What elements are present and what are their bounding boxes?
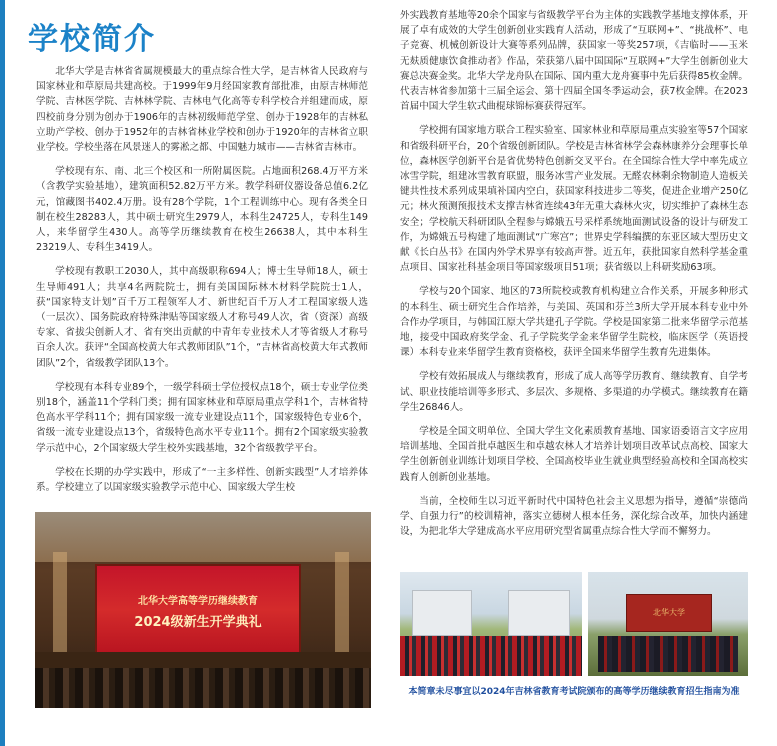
screen-title: 2024级新生开学典礼 [134, 615, 262, 630]
graduation-gate-photo [588, 572, 748, 676]
stage-screen [95, 564, 301, 656]
paragraph: 学校与20个国家、地区的73所院校或教育机构建立合作关系，开展多种形式的本科生、硕士研究生合作培养，与美国、英国和芬兰3所大学开展本科专业中外合作办学项目，与韩国江原大学共建孔子学院。学校是国家第二批来华留学示范基地，接受中国政府奖学金、孔子学院奖学金来华留学生院校，临床医学（英语授课）本科专业来华留学生教育资格校，获评全国来华留学生教育先进集体。 [400, 286, 748, 359]
wall-column [53, 552, 67, 652]
graduates-crowd [598, 636, 738, 672]
paragraph: 学校现有本科专业89个，一级学科硕士学位授权点18个，硕士专业学位类别18个，涵盖11个学科门类；拥有国家林业和草原局重点学科1个，吉林省特色高水平学科11个；拥有国家级一流专业建设点11个，国家级特色专业6个，省级一流专业建设点13个，省级特色高水平专业11个。拥有2个国家级实验教学示范中心，2个国家级大学生校外实践基地，32个省级教学平台。 [36, 381, 368, 454]
ceiling-lights [35, 512, 371, 562]
left-text-column [36, 64, 368, 495]
paragraph: 外实践教育基地等20余个国家与省级教学平台为主体的实践教学基地支撑体系，开展了卓有成效的大学生创新创业实践育人活动，形成了“互联网+”、“挑战杯”、电子竞赛、机械创新设计大赛等系列品牌，获国家一等奖257项，《吉临时——玉米无麸质健康饮食推动者》作品，荣获第八届中国国际“互联网+”大学生创新创业大赛总决赛金奖。北华大学龙舟队在国际、国内重大龙舟赛事中先后获得85枚金牌。代表吉林省参加第十三届全运会、第十四届全国冬季运动会，获7枚金牌。在2023首届中国大学生软式曲棍球锦标赛获得冠军。 [400, 10, 748, 113]
paragraph: 北华大学是吉林省省属规模最大的重点综合性大学，是吉林省人民政府与国家林业和草原局共建高校。于1999年9月经国家教育部批准，由原吉林师范学院、吉林医学院、吉林林学院、吉林电气化高等专科学校合并组建而成，原四校前身分别为创办于1906年的吉林初级师范学堂、创办于1928年的吉林私立助产学校、创办于1952年的吉林省林业学校和创办于1920年的吉林省立职业学校。学校坐落在风景迷人的雾凇之都、中国魅力城市——吉林省吉林市。 [36, 66, 368, 154]
paragraph: 学校有效拓展成人与继续教育，形成了成人高等学历教育、继续教育、自学考试、职业技能培训等多形式、多层次、多规格、多渠道的办学模式。继续教育在籍学生26846人。 [400, 371, 748, 413]
campus-building [508, 590, 570, 636]
paragraph: 学校是全国文明单位、全国大学生文化素质教育基地、国家语委语言文字应用培训基地、全国首批卓越医生和卓越农林人才培养计划项目改革试点高校、国家大学生创新创业训练计划项目学校、全国高校毕业生就业典型经验高校和全国高校实践育人创新创业基地。 [400, 426, 748, 483]
graduation-group-photo [400, 572, 582, 676]
audience [35, 668, 371, 708]
page-title: 学校简介 [28, 22, 156, 57]
campus-gate-sign: 北华大学 [626, 594, 712, 632]
campus-building [412, 590, 472, 636]
paragraph: 当前，全校师生以习近平新时代中国特色社会主义思想为指导，遵循“崇德尚学、自强力行”的校训精神，落实立德树人根本任务，深化综合改革，加快内涵建设，为把北华大学建成高水平应用研究型省属重点综合性大学而不懈努力。 [400, 495, 748, 538]
screen-subtitle: 北华大学高等学历继续教育 [138, 596, 258, 607]
paragraph: 学校现有东、南、北三个校区和一所附属医院。占地面积268.4万平方米（含教学实验基地），建筑面积52.82万平方米。教学科研仪器设备总值6.2亿元，馆藏图书402.4万册。设有28个学院，1个工程训练中心。现有各类全日制在校生28283人，其中硕士研究生2979人，本科生24725人，专科生149人，来华留学生430人。高等学历继续教育在校生26638人，其中本科生23219人、专科生3419人。 [36, 166, 368, 254]
opening-ceremony-photo [35, 512, 371, 708]
paragraph: 学校拥有国家地方联合工程实验室、国家林业和草原局重点实验室等57个国家和省级科研平台，20个省级创新团队。学校是吉林省林学会森林康养分会理事长单位，森林医学创新平台是省优势特色创新交叉平台。在全国综合性大学中率先成立冰雪学院，组建冰雪教育联盟，服务冰雪产业发展。无醛农林剩余物制造人造板关键共性技术系列成果填补国内空白，获国家科技进步二等奖，促进企业增产250亿元；林火预测预报技术支撑吉林省连续43年无重大森林火灾，切实维护了森林生态安全；学校航天科研团队全程参与嫦娥五号采样系统地面测试设备的设计与研发工作，为嫦娥五号构建了地面测试“广寒宫”；世界史学科编撰的东亚区域大型历史文献《长白丛书》在国内外学术界享有较高声誉。近五年，获批国家自然科学基金重点项目、国家社科基金项目等国家级项目51项；获省级以上科研奖励63项。 [400, 125, 748, 274]
graduates-crowd [400, 636, 582, 676]
footer-note: 本简章未尽事宜以2024年吉林省教育考试院颁布的高等学历继续教育招生指南为准 [408, 687, 740, 697]
paragraph: 学校现有教职工2030人，其中高级职称694人；博士生导师18人，硕士生导师491人；共享4名两院院士，拥有美国国际林木材料学院院士1人，获“国家特支计划”百千万工程领军人才、新世纪百千万人才工程国家级人选（一层次）、国务院政府特殊津贴等国家级人才称号49人次，省（资深）高级专家、省拔尖创新人才、省有突出贡献的中青年专业技术人才等省级人才称号百余人次。获评“全国高校黄大年式教师团队”1个，“吉林省高校黄大年式教师团队”2个，省级教学团队13个。 [36, 266, 368, 369]
wall-column [335, 552, 349, 652]
paragraph: 学校在长期的办学实践中，形成了“一主多样性、创新实践型”人才培养体系。学校建立了以国家级实验教学示范中心、国家级大学生校 [36, 466, 368, 494]
right-text-column [400, 8, 748, 540]
left-accent-bar [0, 0, 5, 746]
